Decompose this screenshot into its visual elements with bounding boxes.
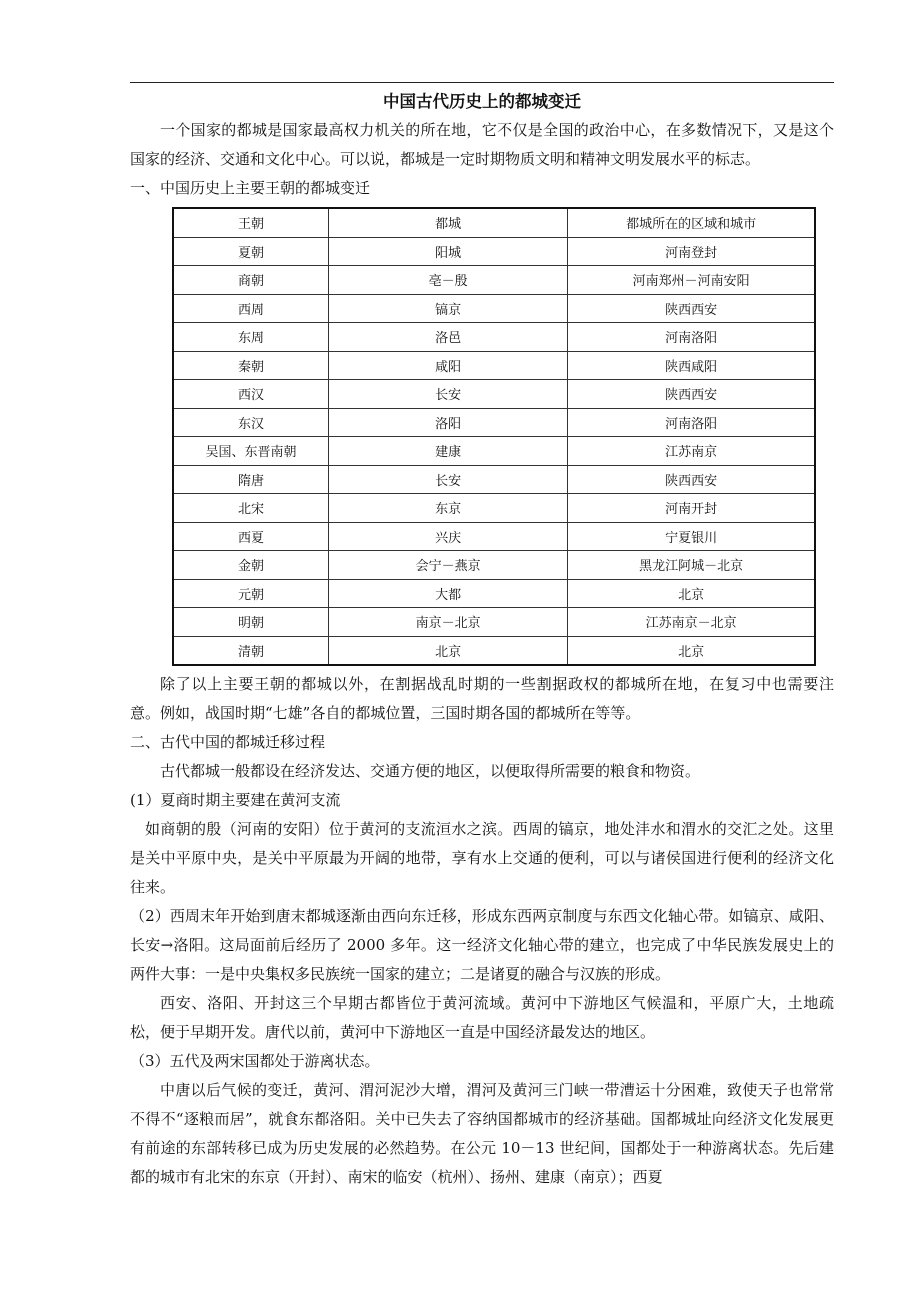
cell-capital: 亳－殷: [329, 266, 568, 295]
cell-dynasty: 东周: [173, 323, 329, 352]
intro-paragraph: 一个国家的都城是国家最高权力机关的所在地，它不仅是全国的政治中心，在多数情况下，又是这个国家的经济、交通和文化中心。可以说，都城是一定时期物质文明和精神文明发展水平的标志。: [130, 121, 834, 168]
cell-capital: 洛邑: [329, 323, 568, 352]
section-1-heading: 一、中国历史上主要王朝的都城变迁: [130, 179, 371, 197]
cell-capital: 长安: [329, 380, 568, 409]
cell-dynasty: 夏朝: [173, 237, 329, 266]
table-row: [173, 237, 815, 266]
cell-region: 河南洛阳: [568, 323, 815, 352]
cell-capital: 阳城: [329, 237, 568, 266]
column-header-dynasty: 王朝: [173, 208, 329, 237]
table-row: [173, 351, 815, 380]
cell-capital: 兴庆: [329, 522, 568, 551]
cell-region: 河南登封: [568, 237, 815, 266]
table-row: [173, 294, 815, 323]
subsection-2-body-cont: 西安、洛阳、开封这三个早期古都皆位于黄河流域。黄河中下游地区气候温和，平原广大，土地疏松，便于早期开发。唐代以前，黄河中下游地区一直是中国经济最发达的地区。: [130, 994, 834, 1041]
cell-capital: 长安: [329, 465, 568, 494]
table-note-paragraph: 除了以上主要王朝的都城以外，在割据战乱时期的一些割据政权的都城所在地，在复习中也需要注意。例如，战国时期“七雄”各自的都城位置，三国时期各国的都城所在等等。: [130, 675, 834, 722]
subsection-3-title: （3）五代及两宋国都处于游离状态。: [130, 1052, 380, 1070]
cell-capital: 东京: [329, 494, 568, 523]
cell-capital: 镐京: [329, 294, 568, 323]
cell-dynasty: 北宋: [173, 494, 329, 523]
cell-dynasty: 清朝: [173, 636, 329, 665]
cell-dynasty: 西周: [173, 294, 329, 323]
table-row: [173, 323, 815, 352]
section-2-heading: 二、古代中国的都城迁移过程: [130, 733, 326, 751]
cell-region: 北京: [568, 579, 815, 608]
capital-table-body: [173, 208, 815, 665]
capital-table: [172, 207, 816, 666]
cell-dynasty: 商朝: [173, 266, 329, 295]
cell-capital: 建康: [329, 437, 568, 466]
table-row: [173, 408, 815, 437]
cell-region: 江苏南京: [568, 437, 815, 466]
cell-capital: 洛阳: [329, 408, 568, 437]
table-row: [173, 579, 815, 608]
cell-dynasty: 元朝: [173, 579, 329, 608]
subsection-3-body: 中唐以后气候的变迁，黄河、渭河泥沙大增，渭河及黄河三门峡一带漕运十分困难，致使天子也常常不得不“逐粮而居”，就食东都洛阳。关中已失去了容纳国都城市的经济基础。国都城址向经济文化发展更有前途的东部转移已成为历史发展的必然趋势。在公元 10－13 世纪间，国都处于一种游离状态。先后建都的城市有北宋的东京（开封）、南宋的临安（杭州）、扬州、建康（南京）；西夏: [130, 1081, 834, 1186]
cell-capital: 大都: [329, 579, 568, 608]
cell-dynasty: 吴国、东晋南朝: [173, 437, 329, 466]
cell-region: 陕西西安: [568, 465, 815, 494]
table-header-row: [173, 208, 815, 237]
cell-dynasty: 东汉: [173, 408, 329, 437]
cell-region: 陕西咸阳: [568, 351, 815, 380]
subsection-1-title: (1）夏商时期主要建在黄河支流: [130, 791, 341, 809]
cell-dynasty: 金朝: [173, 551, 329, 580]
table-row: [173, 551, 815, 580]
cell-region: 河南开封: [568, 494, 815, 523]
table-row: [173, 465, 815, 494]
table-row: [173, 437, 815, 466]
table-row: [173, 608, 815, 637]
cell-dynasty: 西汉: [173, 380, 329, 409]
cell-dynasty: 隋唐: [173, 465, 329, 494]
subsection-2-body: （2）西周末年开始到唐末都城逐渐由西向东迁移，形成东西两京制度与东西文化轴心带。如镐京、咸阳、长安→洛阳。这局面前后经历了 2000 多年。这一经济文化轴心带的建立，也完成了中华民族发展史上的两件大事：一是中央集权多民族统一国家的建立；二是诸夏的融合与汉族的形成。: [130, 907, 834, 983]
cell-capital: 南京－北京: [329, 608, 568, 637]
table-row: [173, 522, 815, 551]
cell-dynasty: 西夏: [173, 522, 329, 551]
subsection-1-body: 如商朝的殷（河南的安阳）位于黄河的支流洹水之滨。西周的镐京，地处沣水和渭水的交汇之处。这里是关中平原中央，是关中平原最为开阔的地带，享有水上交通的便利，可以与诸侯国进行便利的经济文化往来。: [130, 820, 834, 896]
table-row: [173, 266, 815, 295]
cell-region: 江苏南京－北京: [568, 608, 815, 637]
cell-region: 陕西西安: [568, 294, 815, 323]
cell-region: 河南郑州－河南安阳: [568, 266, 815, 295]
page-title: 中国古代历史上的都城变迁: [383, 92, 581, 111]
table-row: [173, 636, 815, 665]
header-rule: [130, 82, 834, 83]
cell-dynasty: 秦朝: [173, 351, 329, 380]
cell-region: 黑龙江阿城－北京: [568, 551, 815, 580]
section-2-intro: 古代都城一般都设在经济发达、交通方便的地区，以便取得所需要的粮食和物资。: [160, 762, 701, 780]
document-body: [130, 88, 834, 1192]
cell-region: 宁夏银川: [568, 522, 815, 551]
cell-capital: 北京: [329, 636, 568, 665]
cell-capital: 咸阳: [329, 351, 568, 380]
cell-region: 河南洛阳: [568, 408, 815, 437]
cell-region: 北京: [568, 636, 815, 665]
cell-dynasty: 明朝: [173, 608, 329, 637]
table-row: [173, 494, 815, 523]
cell-capital: 会宁－燕京: [329, 551, 568, 580]
column-header-region: 都城所在的区域和城市: [568, 208, 815, 237]
cell-region: 陕西西安: [568, 380, 815, 409]
table-row: [173, 380, 815, 409]
column-header-capital: 都城: [329, 208, 568, 237]
